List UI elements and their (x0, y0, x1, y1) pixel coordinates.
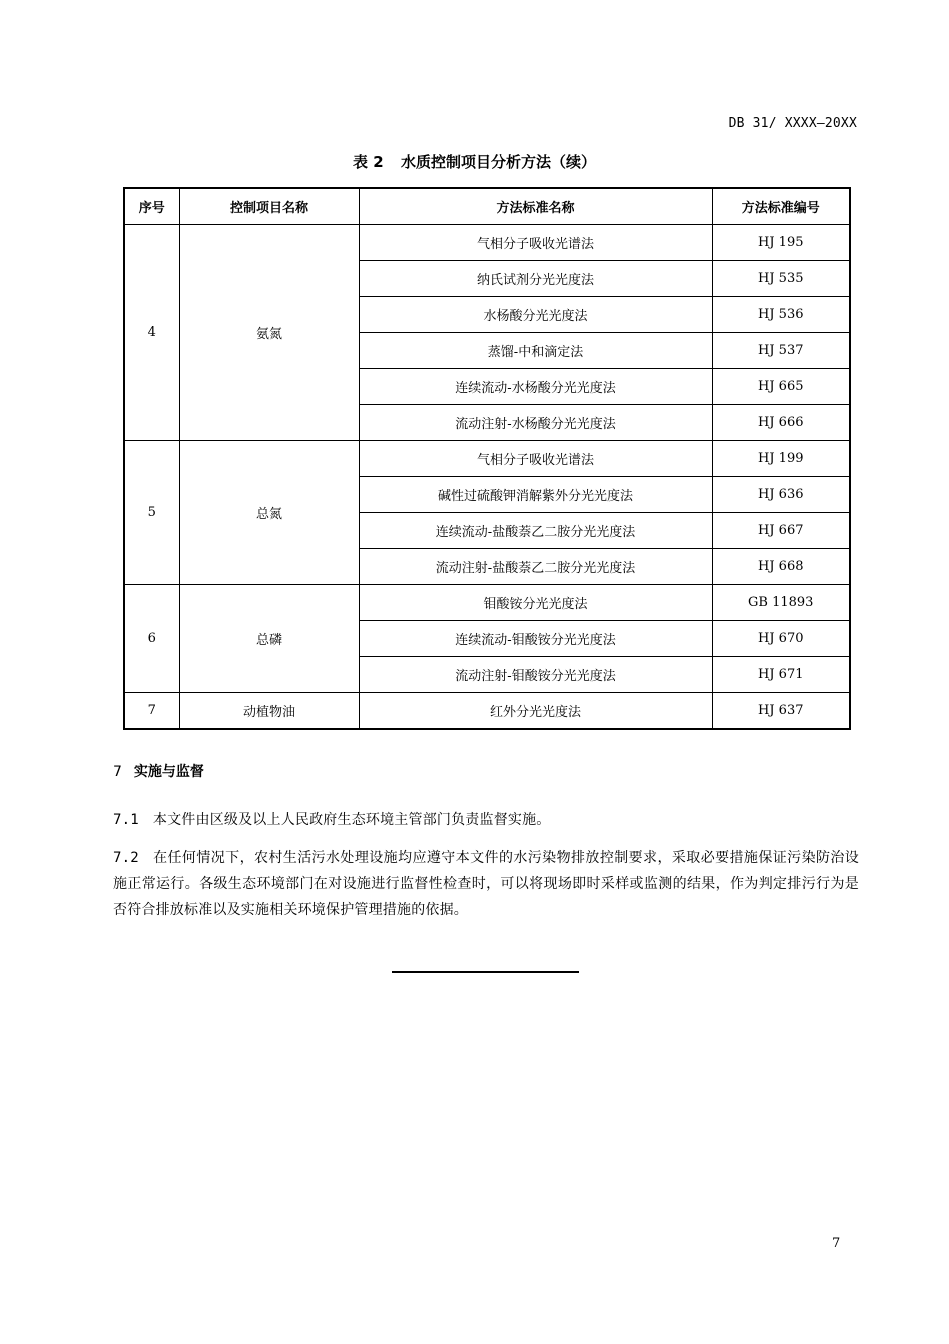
method-code-cell: HJ 535 (712, 261, 850, 297)
method-name-cell: 红外分光光度法 (359, 693, 712, 730)
method-name-cell: 气相分子吸收光谱法 (359, 441, 712, 477)
document-code: DB 31/ XXXX—20XX (728, 116, 857, 131)
control-item-cell: 动植物油 (179, 693, 359, 730)
method-name-cell: 气相分子吸收光谱法 (359, 225, 712, 261)
table-caption (0, 151, 949, 172)
clause-7-1 (113, 807, 859, 833)
method-code-cell: HJ 636 (712, 477, 850, 513)
method-name-cell: 连续流动-盐酸萘乙二胺分光光度法 (359, 513, 712, 549)
page-number: 7 (832, 1236, 841, 1251)
row-number-cell: 4 (124, 225, 179, 441)
method-code-cell: HJ 199 (712, 441, 850, 477)
method-code-cell: HJ 665 (712, 369, 850, 405)
table-header-row (124, 188, 850, 225)
method-name-cell: 流动注射-钼酸铵分光光度法 (359, 657, 712, 693)
table-caption-label: 表 2 (353, 153, 384, 171)
method-code-cell: HJ 195 (712, 225, 850, 261)
row-number-cell: 6 (124, 585, 179, 693)
method-name-cell: 钼酸铵分光光度法 (359, 585, 712, 621)
method-code-cell: HJ 670 (712, 621, 850, 657)
analysis-methods-table (123, 187, 851, 730)
method-code-cell: HJ 666 (712, 405, 850, 441)
section-number: 7 (113, 764, 122, 780)
method-name-cell: 蒸馏-中和滴定法 (359, 333, 712, 369)
column-header-method-name: 方法标准名称 (359, 188, 712, 225)
method-name-cell: 连续流动-钼酸铵分光光度法 (359, 621, 712, 657)
method-name-cell: 流动注射-水杨酸分光光度法 (359, 405, 712, 441)
method-code-cell: HJ 637 (712, 693, 850, 730)
clause-number: 7.2 (113, 850, 139, 866)
method-code-cell: HJ 536 (712, 297, 850, 333)
control-item-cell: 氨氮 (179, 225, 359, 441)
method-code-cell: HJ 671 (712, 657, 850, 693)
column-header-method-code: 方法标准编号 (712, 188, 850, 225)
end-of-document-rule (392, 971, 579, 973)
table-row (124, 225, 850, 261)
table-row (124, 585, 850, 621)
control-item-cell: 总氮 (179, 441, 359, 585)
method-name-cell: 碱性过硫酸钾消解紫外分光光度法 (359, 477, 712, 513)
column-header-no: 序号 (124, 188, 179, 225)
method-name-cell: 纳氏试剂分光光度法 (359, 261, 712, 297)
method-name-cell: 水杨酸分光光度法 (359, 297, 712, 333)
clause-text: 在任何情况下，农村生活污水处理设施均应遵守本文件的水污染物排放控制要求，采取必要措施保证污染防治设施正常运行。各级生态环境部门在对设施进行监督性检查时，可以将现场即时采样或监测的结果，作为判定排污行为是否符合排放标准以及实施相关环境保护管理措施的依据。 (113, 850, 859, 918)
method-code-cell: HJ 668 (712, 549, 850, 585)
control-item-cell: 总磷 (179, 585, 359, 693)
table-row (124, 441, 850, 477)
method-code-cell: HJ 667 (712, 513, 850, 549)
table-caption-text: 水质控制项目分析方法（续） (400, 153, 596, 171)
method-name-cell: 连续流动-水杨酸分光光度法 (359, 369, 712, 405)
clause-text: 本文件由区级及以上人民政府生态环境主管部门负责监督实施。 (152, 812, 551, 828)
section-title: 实施与监督 (133, 764, 204, 780)
method-name-cell: 流动注射-盐酸萘乙二胺分光光度法 (359, 549, 712, 585)
table-row (124, 693, 850, 730)
method-code-cell: GB 11893 (712, 585, 850, 621)
column-header-item: 控制项目名称 (179, 188, 359, 225)
clause-7-2 (113, 845, 859, 923)
method-code-cell: HJ 537 (712, 333, 850, 369)
section-heading (113, 761, 204, 781)
row-number-cell: 5 (124, 441, 179, 585)
row-number-cell: 7 (124, 693, 179, 730)
clause-number: 7.1 (113, 812, 139, 828)
